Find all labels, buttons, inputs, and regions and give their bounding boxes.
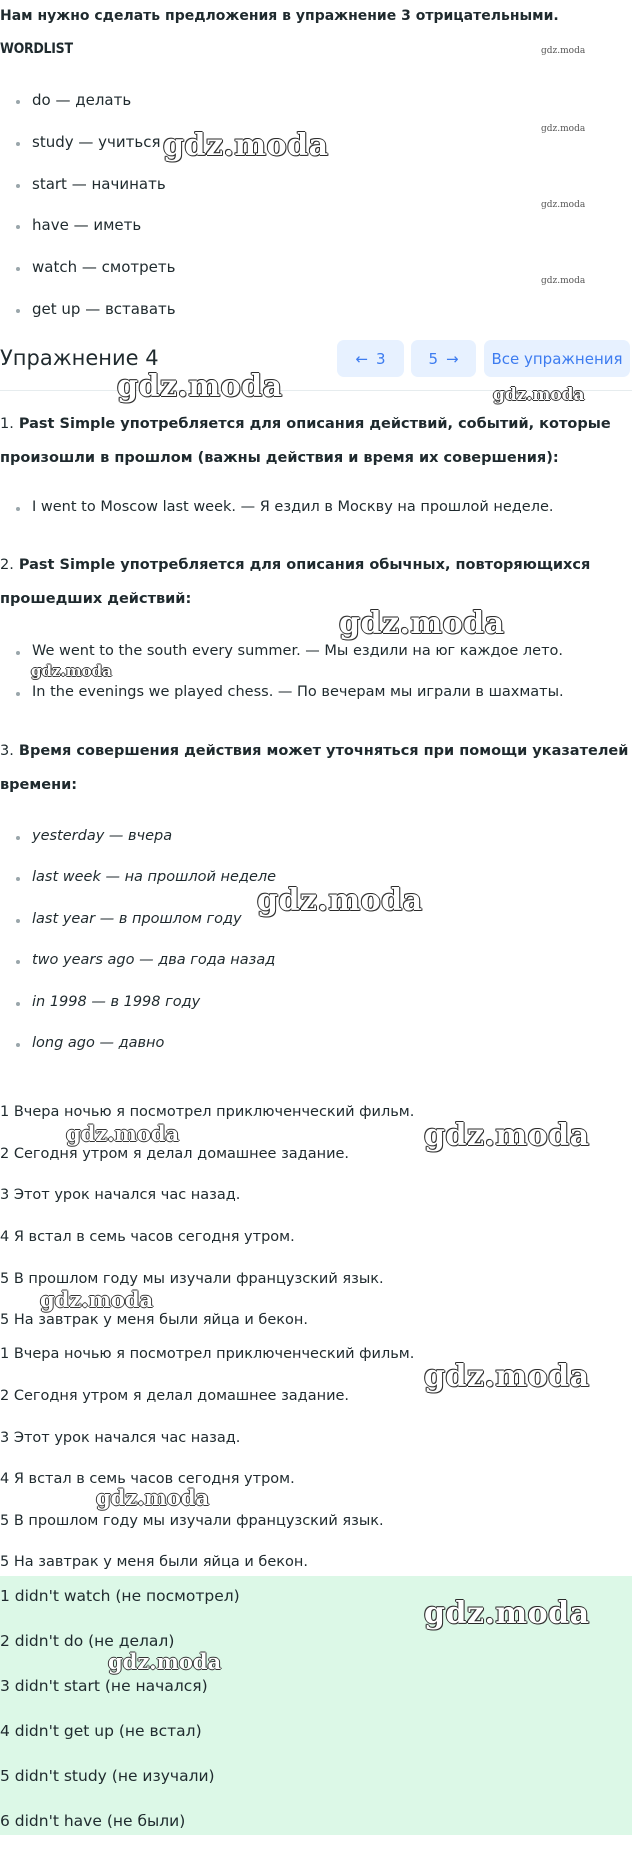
list-item: watch — смотреть [32, 258, 176, 276]
list-item: yesterday — вчера [32, 828, 173, 844]
all-exercises-label: Все упражнения [491, 349, 623, 368]
sentence: 2 Сегодня утром я делал домашнее задание. [0, 1146, 350, 1162]
bullet [16, 960, 20, 964]
answer: 1 didn't watch (не посмотрел) [0, 1587, 240, 1605]
next-exercise-label: 5 [428, 349, 438, 368]
prev-exercise-button[interactable] [337, 340, 404, 377]
bullet [16, 225, 20, 229]
sentence: 5 В прошлом году мы изучали французский язык. [0, 1271, 384, 1287]
list-item: I went to Moscow last week. — Я ездил в Москву на прошлой неделе. [32, 499, 554, 515]
watermark: gdz.moda [31, 662, 112, 680]
bullet [16, 877, 20, 881]
watermark: gdz.moda [117, 369, 283, 404]
prev-exercise-label: 3 [376, 349, 386, 368]
next-exercise-button[interactable] [411, 340, 476, 377]
arrow-right-icon: → [445, 349, 459, 368]
answer: 6 didn't have (не были) [0, 1812, 186, 1830]
watermark: gdz.moda [40, 1287, 154, 1312]
intro-text: Нам нужно сделать предложения в упражнение 3 отрицательными. [0, 8, 559, 24]
watermark: gdz.moda [66, 1121, 180, 1146]
arrow-left-icon: ← [355, 349, 369, 368]
bullet [16, 919, 20, 923]
rule-3-line2: времени: [0, 777, 78, 793]
watermark: gdz.moda [541, 200, 586, 210]
bullet [16, 1002, 20, 1006]
rule-2-line1: 2. Past Simple употребляется для описания обычных, повторяющихся [0, 557, 591, 573]
list-item: In the evenings we played chess. — По вечерам мы играли в шахматы. [32, 684, 564, 700]
watermark: gdz.moda [339, 606, 505, 641]
list-item: We went to the south every summer. — Мы ездили на юг каждое лето. [32, 643, 564, 659]
bullet [16, 836, 20, 840]
sentence: 1 Вчера ночью я посмотрел приключенческий фильм. [0, 1346, 415, 1362]
watermark: gdz.moda [424, 1118, 590, 1153]
all-exercises-button[interactable] [484, 340, 630, 377]
bullet [16, 267, 20, 271]
bullet [16, 142, 20, 146]
watermark: gdz.moda [96, 1485, 210, 1510]
list-item: two years ago — два года назад [32, 952, 276, 968]
bullet [16, 692, 20, 696]
watermark: gdz.moda [163, 128, 329, 163]
list-item: get up — вставать [32, 300, 176, 318]
bullet [16, 309, 20, 313]
list-item: in 1998 — в 1998 году [32, 994, 201, 1010]
list-item: have — иметь [32, 216, 142, 234]
watermark: gdz.moda [108, 1649, 222, 1674]
answer: 3 didn't start (не начался) [0, 1677, 208, 1695]
rule-number: 2. [0, 557, 14, 573]
sentence: 3 Этот урок начался час назад. [0, 1187, 241, 1203]
bullet [16, 651, 20, 655]
watermark: gdz.moda [424, 1596, 590, 1631]
sentence: 5 На завтрак у меня были яйца и бекон. [0, 1312, 308, 1328]
sentence: 2 Сегодня утром я делал домашнее задание. [0, 1388, 350, 1404]
bullet [16, 1043, 20, 1047]
watermark: gdz.moda [541, 124, 586, 134]
exercise-title: Упражнение 4 [0, 346, 159, 370]
list-item: last year — в прошлом году [32, 911, 242, 927]
sentence: 4 Я встал в семь часов сегодня утром. [0, 1471, 295, 1487]
bullet [16, 100, 20, 104]
rule-1-line2: произошли в прошлом (важны действия и время их совершения): [0, 450, 559, 466]
answer: 2 didn't do (не делал) [0, 1632, 175, 1650]
watermark: gdz.moda [257, 883, 423, 918]
watermark: gdz.moda [541, 46, 586, 56]
sentence: 3 Этот урок начался час назад. [0, 1430, 241, 1446]
watermark: gdz.moda [424, 1359, 590, 1394]
list-item: study — учиться [32, 133, 161, 151]
sentence: 5 На завтрак у меня были яйца и бекон. [0, 1554, 308, 1570]
watermark: gdz.moda [493, 385, 585, 405]
list-item: start — начинать [32, 175, 166, 193]
list-item: last week — на прошлой неделе [32, 869, 277, 885]
rule-number: 3. [0, 743, 14, 759]
sentence: 1 Вчера ночью я посмотрел приключенческий фильм. [0, 1104, 415, 1120]
sentence: 4 Я встал в семь часов сегодня утром. [0, 1229, 295, 1245]
list-item: long ago — давно [32, 1035, 165, 1051]
answer: 4 didn't get up (не встал) [0, 1722, 202, 1740]
watermark: gdz.moda [541, 276, 586, 286]
rule-number: 1. [0, 416, 14, 432]
answer: 5 didn't study (не изучали) [0, 1767, 215, 1785]
wordlist-heading: WORDLIST [0, 41, 73, 57]
rule-3-line1: 3. Время совершения действия может уточняться при помощи указателей [0, 743, 629, 759]
bullet [16, 507, 20, 511]
list-item: do — делать [32, 91, 132, 109]
sentence: 5 В прошлом году мы изучали французский язык. [0, 1513, 384, 1529]
rule-2-line2: прошедших действий: [0, 591, 192, 607]
rule-1-line1: 1. Past Simple употребляется для описания действий, событий, которые [0, 416, 611, 432]
bullet [16, 184, 20, 188]
